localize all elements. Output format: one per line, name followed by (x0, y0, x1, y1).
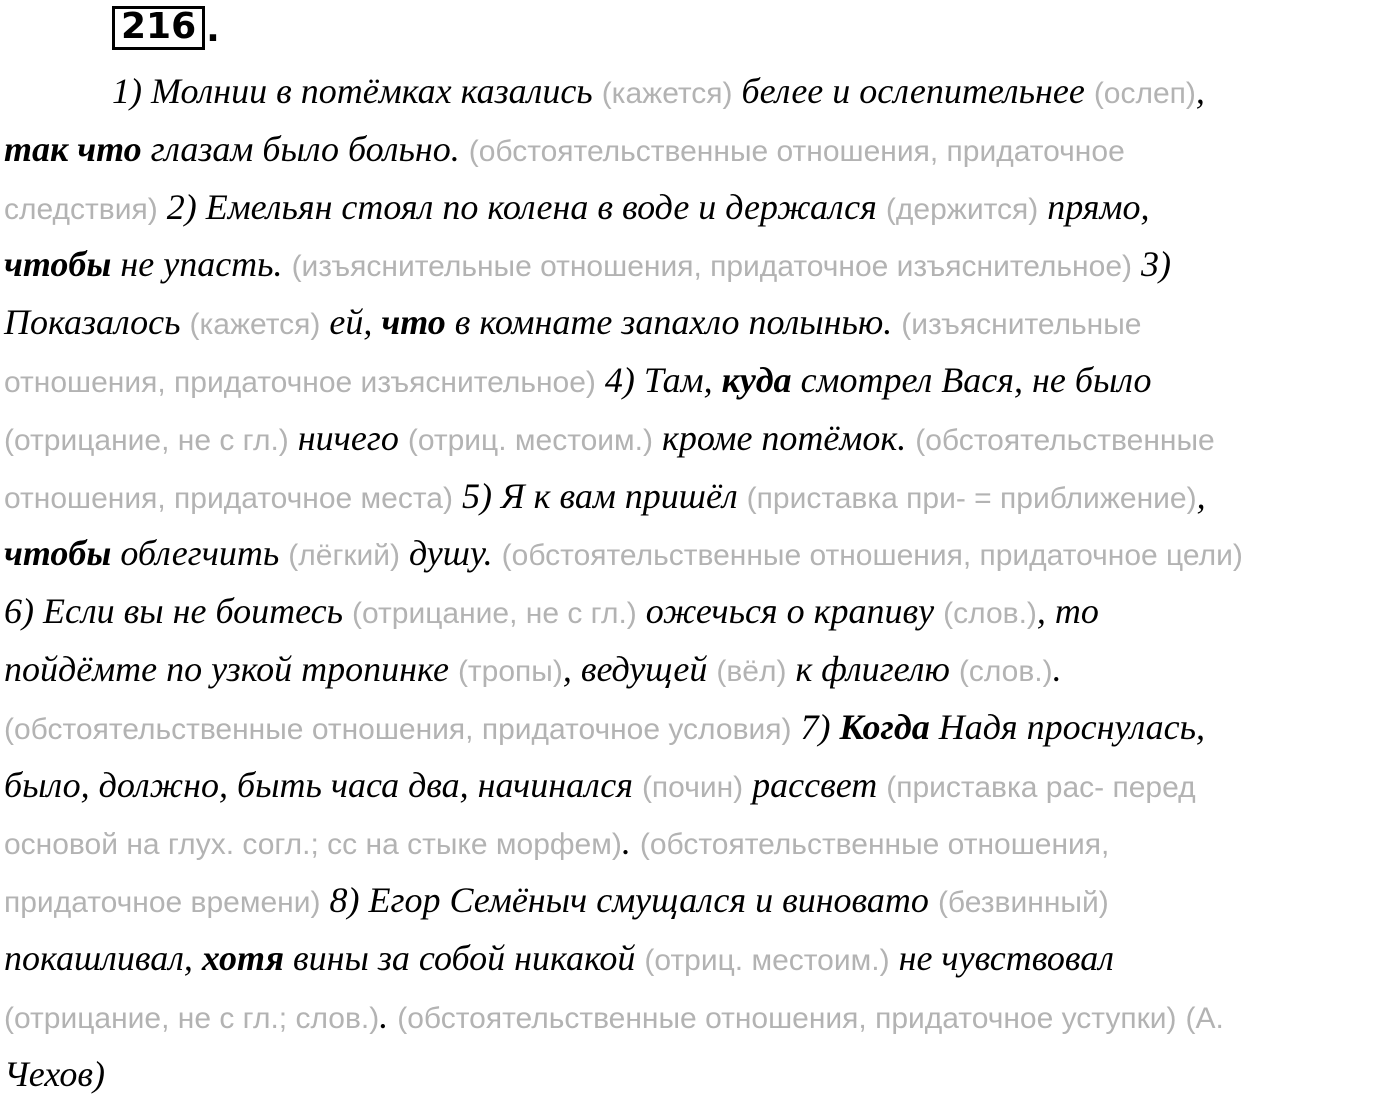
text-line: пойдёмте по узкой тропинке (тропы), ведущей (вёл) к флигелю (слов.). (4, 648, 1062, 689)
text-line: 1) Молнии в потёмках казались (кажется) белее и ослепительнее (ослеп), (112, 71, 1205, 111)
text-line: было, должно, быть часа два, начинался (почин) рассвет (приставка рас- перед (4, 764, 1196, 805)
text-line: так что глазам было больно. (обстоятельственные отношения, придаточное (4, 128, 1125, 169)
text-line: отношения, придаточное изъяснительное) 4) Там, куда смотрел Вася, не было (4, 359, 1152, 400)
text-line: чтобы не упасть. (изъяснительные отношения, придаточное изъяснительное) 3) (4, 244, 1171, 285)
text-line: следствия) 2) Емельян стоял по колена в воде и держался (держится) прямо, (4, 186, 1150, 227)
text-line: отношения, придаточное места) 5) Я к вам пришёл (приставка при- = приближение), (4, 475, 1206, 516)
text-line: Показалось (кажется) ей, что в комнате запахло полынью. (изъяснительные (4, 302, 1142, 343)
text-line: основой на глух. согл.; сс на стыке морфем). (обстоятельственные отношения, (4, 822, 1110, 863)
text-line: покашливал, хотя вины за собой никакой (отриц. местоим.) не чувствовал (4, 937, 1114, 978)
exercise-number-dot: . (206, 9, 220, 50)
text-line: 6) Если вы не боитесь (отрицание, не с гл.) ожечься о крапиву (слов.), то (4, 591, 1099, 632)
text-line: Чехов) (4, 1053, 106, 1094)
exercise-text (4, 64, 1396, 1102)
text-line: (отрицание, не с гл.; слов.). (обстоятельственные отношения, придаточное уступки) (А. (4, 995, 1224, 1036)
exercise-number-box: 216 (112, 6, 205, 50)
text-line: придаточное времени) 8) Егор Семёныч смущался и виновато (безвинный) (4, 880, 1109, 921)
exercise-number (112, 6, 220, 50)
text-line: (отрицание, не с гл.) ничего (отриц. местоим.) кроме потёмок. (обстоятельственные (4, 417, 1215, 458)
text-line: чтобы облегчить (лёгкий) душу. (обстоятельственные отношения, придаточное цели) (4, 533, 1243, 574)
text-line: (обстоятельственные отношения, придаточное условия) 7) Когда Надя проснулась, (4, 706, 1205, 747)
